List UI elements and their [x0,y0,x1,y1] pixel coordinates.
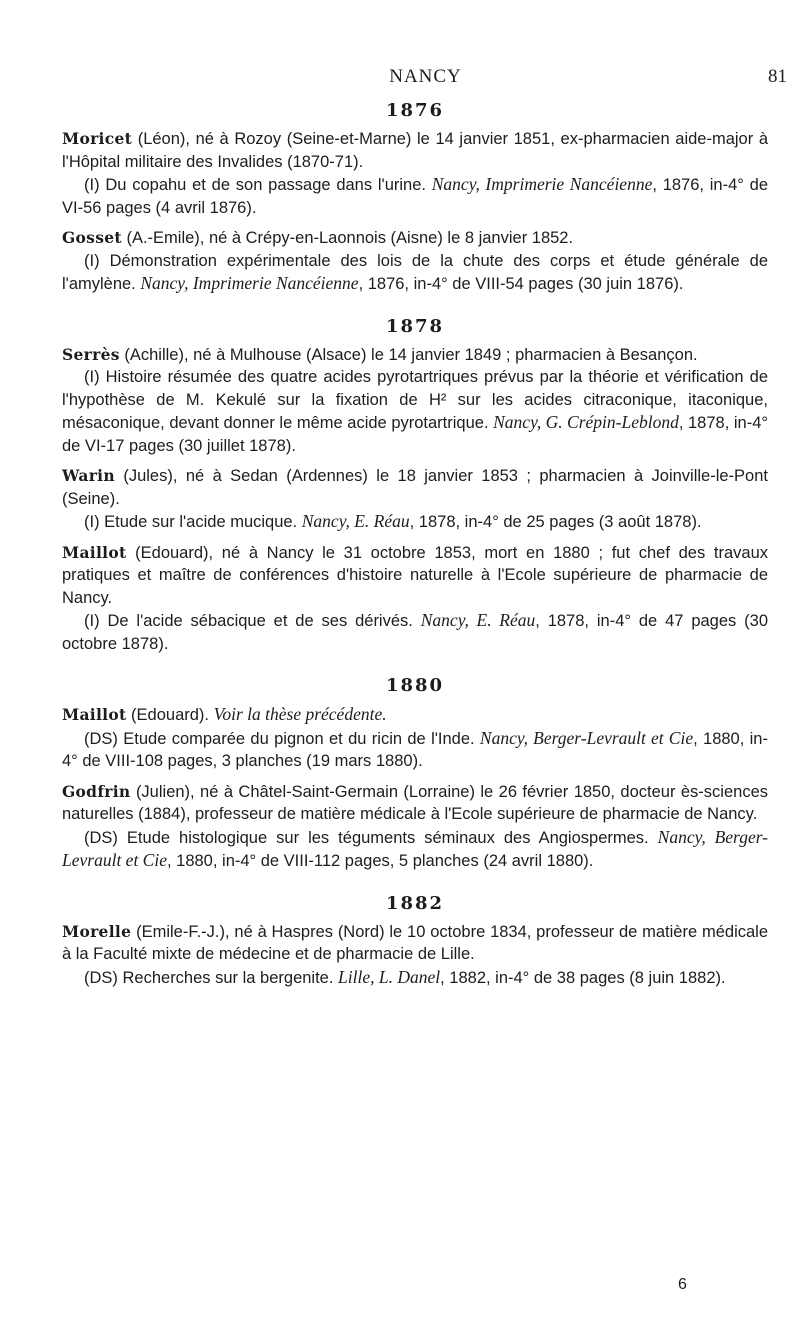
author-name: Godfrin [62,781,131,801]
thesis-details: , 1878, in-4° de 47 pages (30 octobre 1878). [62,612,768,653]
year-heading: 1882 [385,892,445,914]
thesis-details: , 1882, in-4° de 38 pages (8 juin 1882). [440,968,726,987]
thesis-title: (I) Etude sur l'acide mucique. [84,513,302,531]
thesis-details: , 1880, in-4° de VIII-108 pages, 3 planches (19 mars 1880). [62,729,768,770]
author-entry [62,465,768,510]
author-name: Gosset [62,228,122,247]
thesis-entry [62,250,768,296]
thesis-title: (DS) Recherches sur la bergenite. [84,968,339,987]
thesis-details: , 1876, in-4° de VIII-54 pages (30 juin 1876). [358,275,684,293]
author-bio: (Emile-F.-J.), né à Haspres (Nord) le 10 octobre 1834, professeur de matière médicale à la Faculté mixte de médecine et de pharmacie de Lille. [62,922,768,963]
thesis-publisher: Nancy, Imprimerie Nancéienne [140,273,359,293]
page-number: 81 [768,66,787,87]
year-heading: 1876 [385,100,445,121]
running-title: NANCY [389,66,462,87]
running-head [64,66,787,88]
author-entry [62,227,768,250]
thesis-publisher: Lille, L. Danel [338,966,441,987]
thesis-title: (DS) Etude histologique sur les téguments séminaux des Angiospermes. [84,828,658,847]
thesis-title: (I) Du copahu et de son passage dans l'urine. [84,176,432,194]
author-name: Moricet [62,129,133,148]
thesis-title: (I) De l'acide sébacique et de ses dérivés. [84,612,421,630]
thesis-entry [62,609,768,655]
author-name: Serrès [62,344,120,364]
year-heading: 1880 [385,675,445,696]
thesis-publisher: Nancy, E. Réau [301,511,410,531]
thesis-entry [62,173,768,219]
thesis-publisher: Nancy, Berger-Levrault et Cie [479,727,694,748]
page-body [62,98,768,989]
author-entry [62,703,768,727]
author-entry [62,128,768,173]
thesis-entry [62,366,768,457]
author-entry [62,781,768,826]
thesis-title: (I) Démonstration expérimentale des lois de la chute des corps et étude générale de l'amylène. [62,251,768,293]
author-bio: (Edouard), né à Nancy le 31 octobre 1853, mort en 1880 ; fut chef des travaux pratiques et maître de conférences d'histoire naturelle à l'Ecole supérieure de pharmacie de Nancy. [62,543,768,607]
author-bio: (A.-Emile), né à Crépy-en-Laonnois (Aisne) le 8 janvier 1852. [121,229,574,247]
thesis-publisher: Nancy, Imprimerie Nancéienne [431,174,653,194]
author-bio: (Julien), né à Châtel-Saint-Germain (Lorraine) le 26 février 1850, docteur ès-sciences naturelles (1884), professeur de matière médicale à l'Ecole supérieure de pharmacie de Nancy. [62,782,768,823]
author-bio: (Edouard). [126,706,214,724]
thesis-details: , 1876, in-4° de VI-56 pages (4 avril 1876). [62,176,769,217]
thesis-publisher: Nancy, E. Réau [420,610,536,630]
author-name: Morelle [62,921,132,941]
signature-mark: 6 [678,1276,687,1293]
thesis-entry [62,510,768,534]
thesis-details: , 1878, in-4° de VI-17 pages (30 juillet 1878). [62,414,768,455]
thesis-entry [62,826,768,873]
author-bio: (Achille), né à Mulhouse (Alsace) le 14 janvier 1849 ; pharmacien à Besançon. [119,345,698,364]
author-bio: (Jules), né à Sedan (Ardennes) le 18 janvier 1853 ; pharmacien à Joinville-le-Pont (Seine). [62,467,768,508]
author-bio: (Léon), né à Rozoy (Seine-et-Marne) le 14 janvier 1851, ex-pharmacien aide-major à l'Hôpital militaire des Invalides (1870-71). [62,130,768,171]
thesis-title: (I) Histoire résumée des quatre acides pyrotartriques prévus par la théorie et vérification de l'hypothèse de M. Kekulé sur la fixation de H² sur les acides citraconique, itaconique, mésaconique, devant donner le même acide pyrotartrique. [62,368,768,432]
thesis-title: (DS) Etude comparée du pignon et du ricin de l'Inde. [84,729,480,748]
author-name: Maillot [62,542,127,562]
thesis-publisher: Nancy, Berger-Levrault et Cie [62,826,769,870]
cross-reference: Voir la thèse précédente. [213,704,387,724]
thesis-details: , 1878, in-4° de 25 pages (3 août 1878). [409,513,702,531]
author-entry [62,542,768,610]
author-entry [62,344,768,367]
thesis-entry [62,966,768,990]
year-heading: 1878 [385,315,445,337]
thesis-entry [62,727,768,773]
author-entry [62,921,768,966]
author-name: Maillot [62,705,127,724]
thesis-publisher: Nancy, G. Crépin-Leblond [493,412,679,432]
thesis-details: , 1880, in-4° de VIII-112 pages, 5 planches (24 avril 1880). [166,852,594,870]
author-name: Warin [62,466,115,485]
